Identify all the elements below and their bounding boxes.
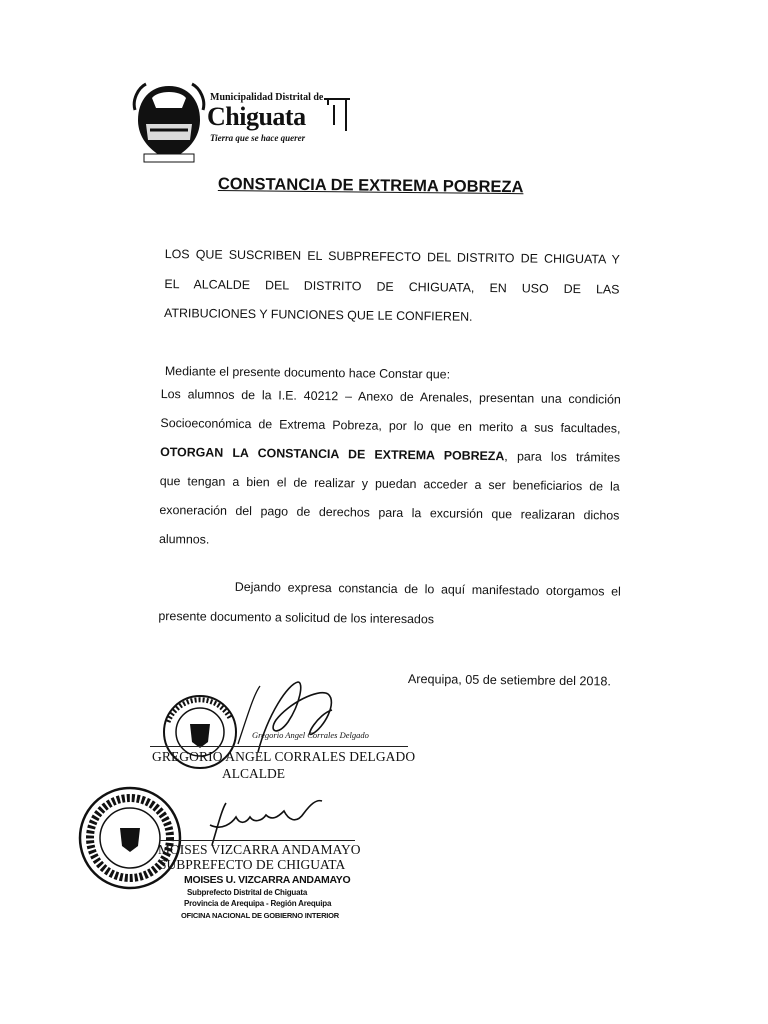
body-line-3-bold: OTORGAN LA CONSTANCIA DE EXTREMA POBREZA — [160, 444, 505, 464]
body-line-1: Los alumnos de la I.E. 40212 – Anexo de Arenales, presentan una condición — [160, 386, 621, 407]
final-line-2: presente documento a solicitud de los interesados — [158, 608, 435, 626]
body-line-4: que tengan a bien el de realizar y puedan acceder a ser beneficiarios de la — [159, 473, 620, 494]
subprefecto-signature-line — [160, 840, 355, 841]
stamp-line-2: Provincia de Arequipa - Región Arequipa — [184, 899, 332, 908]
alcalde-role: ALCALDE — [222, 766, 285, 781]
subprefecto-name: MOISES VIZCARRA ANDAMAYO — [158, 842, 361, 857]
stamp-name: MOISES U. VIZCARRA ANDAMAYO — [184, 874, 351, 886]
stamp-line-1: Subprefecto Distrital de Chiguata — [187, 888, 308, 897]
alcalde-signature-caption: Gregorio Angel Corrales Delgado — [252, 730, 369, 740]
document-date: Arequipa, 05 de setiembre del 2018. — [407, 672, 612, 689]
mediante-line: Mediante el presente documento hace Constar que: — [164, 364, 451, 382]
logo-slogan: Tierra que se hace querer — [210, 133, 306, 143]
body-line-2: Socioeconómica de Extrema Pobreza, por lo que en merito a sus facultades, — [160, 415, 621, 436]
intro-line-3: ATRIBUCIONES Y FUNCIONES QUE LE CONFIEREN. — [164, 305, 473, 324]
ministry-seal-icon — [76, 784, 184, 892]
logo-name: Chiguata — [207, 102, 306, 131]
stamp-line-3: OFICINA NACIONAL DE GOBIERNO INTERIOR — [181, 911, 340, 920]
intro-paragraph — [164, 240, 620, 334]
final-paragraph — [158, 572, 621, 637]
document-title: CONSTANCIA DE EXTREMA POBREZA — [217, 175, 524, 197]
intro-line-2: EL ALCALDE DEL DISTRITO DE CHIGUATA, EN USO DE LAS — [164, 276, 620, 297]
body-line-3-rest: , para los trámites — [504, 449, 621, 465]
alcalde-name: GREGORIO ANGEL CORRALES DELGADO — [152, 749, 416, 764]
intro-line-1: LOS QUE SUSCRIBEN EL SUBPREFECTO DEL DISTRITO DE CHIGUATA Y — [164, 246, 620, 267]
final-line-1: Dejando expresa constancia de lo aquí manifestado otorgamos el — [234, 579, 621, 599]
alcalde-signature-line — [150, 746, 408, 747]
body-line-5: exoneración del pago de derechos para la excursión que realizaran dichos — [159, 502, 620, 523]
subprefecto-role: SUBPREFECTO DE CHIGUATA — [159, 857, 346, 872]
municipal-emblem-icon — [132, 80, 206, 164]
logo-top-text: Municipalidad Distrital de — [210, 92, 324, 103]
body-paragraph — [159, 380, 621, 560]
body-line-6: alumnos. — [158, 531, 210, 547]
alcalde-signature-icon — [228, 674, 358, 754]
logo-mark-icon — [320, 95, 352, 133]
